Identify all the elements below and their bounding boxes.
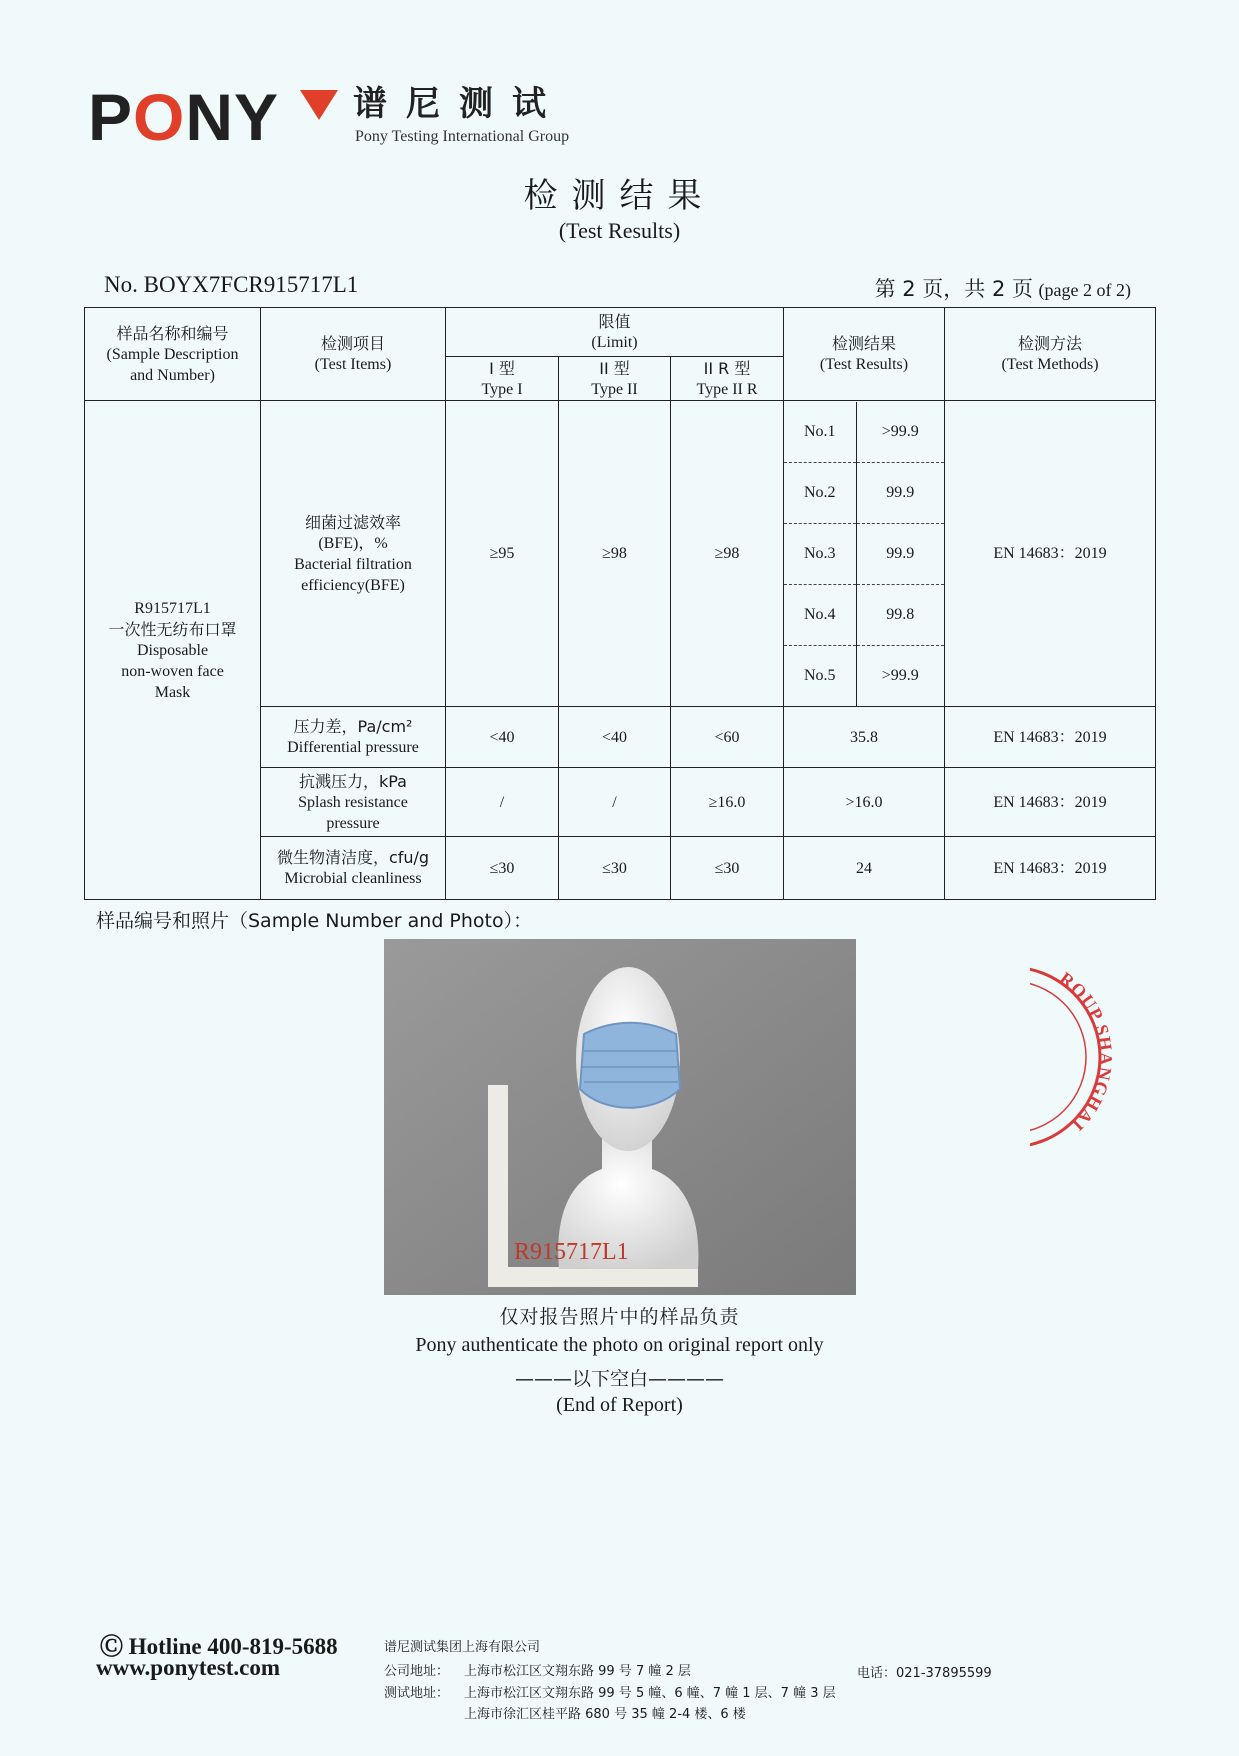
- bfe-result-no-1: No.1: [784, 402, 856, 463]
- bfe-result-value-5: >99.9: [856, 645, 944, 706]
- bfe-limit-type-2: ≥98: [559, 401, 671, 707]
- company-name: 谱尼测试集团上海有限公司: [384, 1640, 541, 1655]
- header-type-1: I 型 Type I: [446, 357, 559, 401]
- page-info-cn: 第 2 页，共 2 页: [874, 277, 1034, 301]
- splash-limit-type-2: /: [559, 768, 671, 837]
- microbial-method: EN 14683：2019: [945, 837, 1156, 900]
- photo-label: 样品编号和照片（Sample Number and Photo）：: [96, 910, 533, 932]
- pressure-result: 35.8: [784, 707, 945, 768]
- item-differential-pressure: 压力差，Pa/cm² Differential pressure: [261, 707, 446, 768]
- report-number: No. BOYX7FCR915717L1: [104, 272, 359, 297]
- microbial-limit-type-2r: ≤30: [671, 837, 784, 900]
- splash-limit-type-1: /: [446, 768, 559, 837]
- page-info-en: (page 2 of 2): [1038, 280, 1131, 300]
- company-address: 公司地址： 上海市松江区文翔东路 99 号 7 幢 2 层: [384, 1664, 691, 1679]
- header-sample: 样品名称和编号 (Sample Description and Number): [85, 308, 261, 401]
- microbial-limit-type-2: ≤30: [559, 837, 671, 900]
- page-info: [875, 273, 1131, 303]
- bfe-result-no-5: No.5: [784, 645, 856, 706]
- phone-number: 电话：021-37895599: [857, 1666, 992, 1681]
- bfe-result-no-4: No.4: [784, 584, 856, 645]
- header-type-2: II 型 Type II: [559, 357, 671, 401]
- pressure-limit-type-2r: <60: [671, 707, 784, 768]
- logo-cn-name: 谱尼测试: [353, 84, 565, 124]
- bfe-result-value-2: 99.9: [856, 462, 944, 523]
- bfe-result-value-1: >99.9: [881, 423, 919, 440]
- end-of-report-en: (End of Report): [556, 1394, 683, 1416]
- item-microbial-cleanliness: 微生物清洁度，cfu/g Microbial cleanliness: [261, 837, 446, 900]
- pony-logo: PONY: [88, 80, 280, 154]
- microbial-result: 24: [784, 837, 945, 900]
- header-limit: 限值 (Limit): [446, 308, 784, 357]
- splash-method: EN 14683：2019: [945, 768, 1156, 837]
- test-address: 测试地址： 上海市松江区文翔东路 99 号 5 幢、6 幢、7 幢 1 层、7 幢 3 层: [384, 1686, 836, 1701]
- header-test-methods: 检测方法 (Test Methods): [945, 308, 1156, 401]
- bfe-limit-type-1: ≥95: [446, 401, 559, 707]
- splash-limit-type-2r: ≥16.0: [671, 768, 784, 837]
- bfe-method: EN 14683：2019: [945, 401, 1156, 707]
- results-table: [84, 307, 1156, 900]
- photo-sample-tag: R915717L1: [514, 1239, 629, 1265]
- bfe-result-no-2: No.2: [784, 462, 856, 523]
- end-of-report-cn: ———以下空白————: [514, 1368, 724, 1390]
- item-splash-resistance: 抗溅压力，kPa Splash resistance pressure: [261, 768, 446, 837]
- seal-text: ROUP SHANGHAI: [1055, 967, 1117, 1136]
- pressure-limit-type-1: <40: [446, 707, 559, 768]
- website-link[interactable]: www.ponytest.com: [96, 1655, 280, 1680]
- pressure-limit-type-2: <40: [559, 707, 671, 768]
- pressure-method: EN 14683：2019: [945, 707, 1156, 768]
- bfe-result-no-3: No.3: [784, 523, 856, 584]
- bfe-result-value-3: 99.9: [856, 523, 944, 584]
- sample-photo: [384, 939, 856, 1295]
- company-seal: [1030, 957, 1120, 1162]
- test-address-2: 上海市徐汇区桂平路 680 号 35 幢 2-4 楼、6 楼: [464, 1707, 746, 1722]
- photo-caption-en: Pony authenticate the photo on original report only: [415, 1334, 824, 1356]
- bfe-results: [784, 401, 945, 707]
- page-title-cn: 检测结果: [523, 176, 716, 216]
- logo-arrow-icon: [300, 90, 338, 125]
- photo-caption-cn: 仅对报告照片中的样品负责: [499, 1306, 740, 1328]
- item-bfe: 细菌过滤效率 (BFE)，% Bacterial filtration efficiency(BFE): [261, 401, 446, 707]
- hotline: Ⓒ Hotline 400-819-5688: [100, 1634, 338, 1659]
- microbial-limit-type-1: ≤30: [446, 837, 559, 900]
- header-type-2r: II R 型 Type II R: [671, 357, 784, 401]
- bfe-limit-type-2r: ≥98: [671, 401, 784, 707]
- page-title-en: (Test Results): [558, 218, 681, 243]
- logo-en-name: Pony Testing International Group: [355, 128, 570, 145]
- sample-description: R915717L1 一次性无纺布口罩 Disposable non-woven face Mask: [85, 401, 261, 900]
- header-test-results: 检测结果 (Test Results): [784, 308, 945, 401]
- bfe-result-value-4: 99.8: [856, 584, 944, 645]
- splash-result: >16.0: [784, 768, 945, 837]
- header-test-items: 检测项目 (Test Items): [261, 308, 446, 401]
